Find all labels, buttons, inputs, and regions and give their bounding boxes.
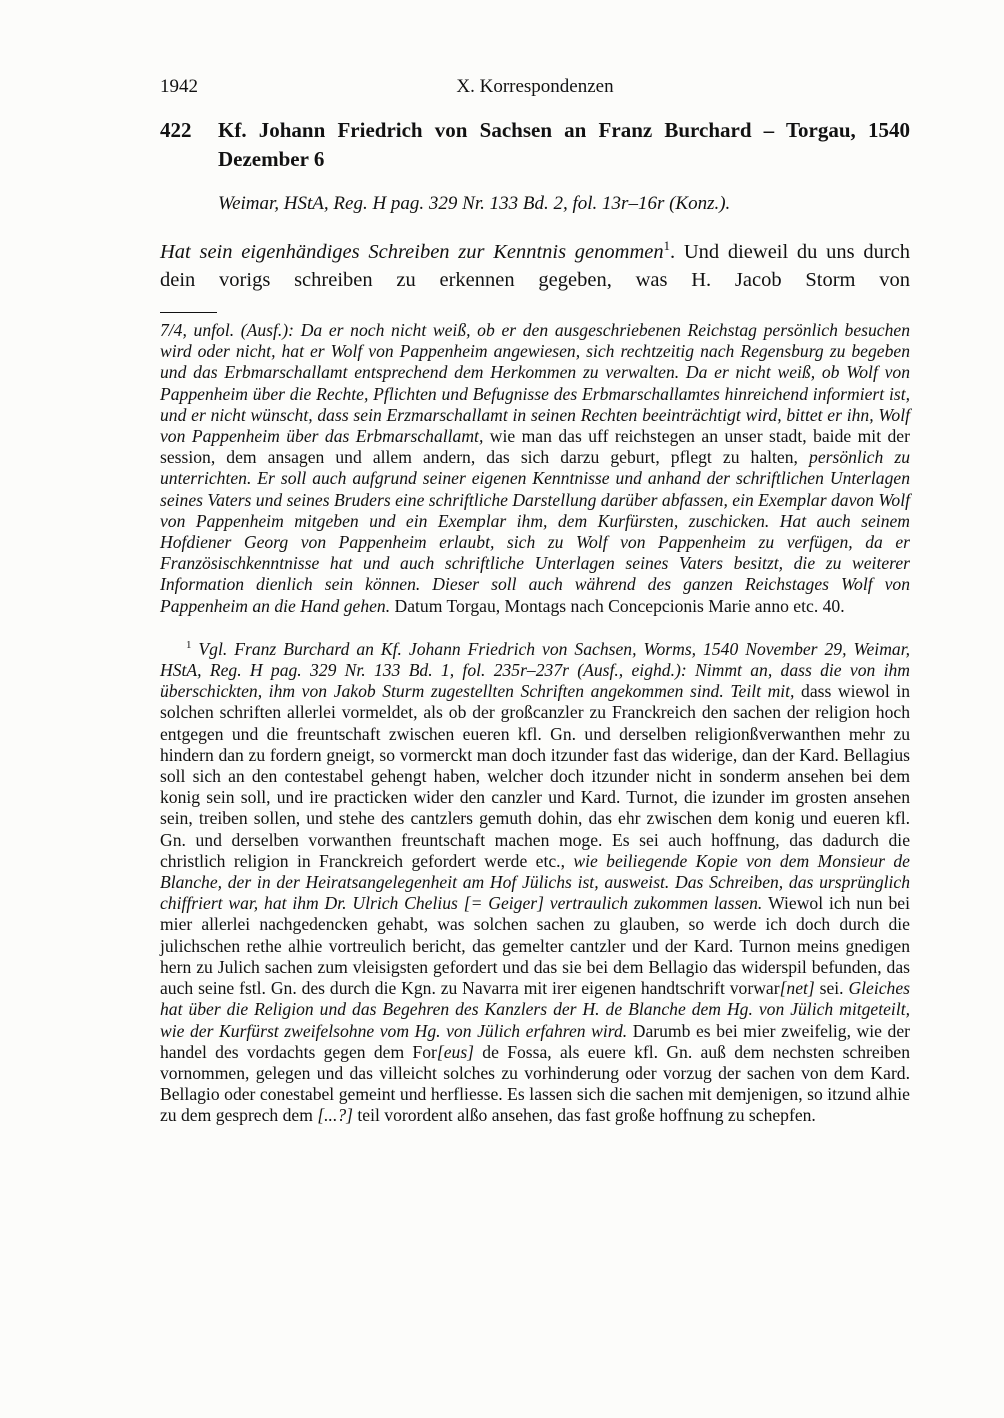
footnote-separator bbox=[160, 312, 217, 313]
footnotes-block bbox=[160, 320, 910, 1127]
letter-body: Hat sein eigenhändiges Schreiben zur Kenntnis genommen$^1$. Und dieweil du uns durch dein vorigs schreiben zu erkennen gegeben, was H. Jacob Storm von bbox=[160, 239, 910, 291]
source-citation: Weimar, HStA, Reg. H pag. 329 Nr. 133 Bd. 2, fol. 13r–16r (Konz.). bbox=[218, 193, 731, 214]
entry-title: Kf. Johann Friedrich von Sachsen an Franz Burchard – Torgau, 1540 Dezember 6 bbox=[218, 118, 910, 171]
running-head: X. Korrespondenzen bbox=[456, 76, 614, 97]
page-header bbox=[160, 76, 910, 102]
entry-heading bbox=[160, 116, 910, 174]
page-number: 1942 bbox=[160, 76, 198, 97]
entry-number: 422 bbox=[160, 118, 192, 142]
footnote-continuation: 7/4, unfol. (Ausf.): Da er noch nicht weiß, ob er den ausgeschriebenen Reichstag persönlich besuchen wird oder nicht, hat er Wolf von Pappenheim angewiesen, sich rechtzeitig nach Regensburg zu begeben und das Erbmarschallamt entsprechend dem Herkommen zu verwalten. Da er nicht weiß, ob Wolf von Pappenheim über die Rechte, Pflichten und Befugnisse des Erbmarschallamtes hinreichend informiert ist, und er nicht wünscht, dass sein Erzmarschallamt in seinen Rechten beeinträchtigt wird, bittet er ihn, Wolf von Pappenheim über das Erbmarschallamt, wie man das uff reichstegen an unser stadt, baide mit der session, dem ansagen und allem andern, das sich darzu geburt, pflegt zu halten, persönlich zu unterrichten. Er soll auch aufgrund seiner eigenen Kenntnisse und anhand der schriftlichen Unterlagen seines Vaters und seines Bruders eine schriftliche Darstellung darüber abfassen, ein Exemplar davon Wolf von Pappenheim mitgeben und ein Exemplar ihm, dem Kurfürsten, zuschicken. Hat auch seinem Hofdiener Georg von Pappenheim erlaubt, sich zu Wolf von Pappenheim zu verfügen, da er Französischkenntnisse hat und auch schriftliche Unterlagen seines Vaters besitzt, die zu weiterer Information dienlich sein können. Dieser soll auch während des ganzen Reichstages Wolf von Pappenheim an die Hand gehen. Datum Torgau, Montags nach Concepcionis Marie anno etc. 40. bbox=[160, 320, 910, 616]
footnote-1: $^1$ Vgl. Franz Burchard an Kf. Johann Friedrich von Sachsen, Worms, 1540 November 29, Weimar, HStA, Reg. H pag. 329 Nr. 133 Bd. 1, fol. 235r–237r (Ausf., eighd.): Nimmt an, dass die von ihm überschickten, ihm von Jakob Sturm zugestellten Schriften angekommen sind. Teilt mit, dass wiewol in solchen schriften allerlei vormeldet, als ob der großcanzler zu Franckreich den sachen der religion hoch entgegen und die freuntschaft zwischen eueren kfl. Gn. und derselben religionßverwanthen mehr zu hindern dan zu fordern gneigt, so vormerckt man doch itzunder fast das widerige, dan der Kard. Bellagius soll sich an den contestabel gehengt haben, welcher doch itzunder nicht in sonderm ansehen bei dem konig sein soll, und ire practicken wider den canzler und Kard. Turnot, die izunder im grosten ansehen sein, treiben sollen, und stehe des cantzlers gemuth dohin, das ehr zwischen dem konig und eueren kfl. Gn. und derselben vorwanthen freuntschaft machen moge. Es sei auch hoffnung, das dadurch die christlich religion in Franckreich gefordert werde etc., wie beiliegende Kopie von dem Monsieur de Blanche, der in der Heiratsangelegenheit am Hof Jülichs ist, ausweist. Das Schreiben, das ursprünglich chiffriert war, hat ihm Dr. Ulrich Chelius [= Geiger] vertraulich zukommen lassen. Wiewol ich nun bei mier allerlei nachgedencken gehabt, was solchen sachen zu glauben, so werde ich doch durch die julichschen rethe alhie vortreulich bericht, das gemelter cantzler und der Kard. Turnon meins gnedigen hern zu Julich sachen zum vleisigsten gefordert und das sie bei dem Bellagio das widerspil befunden, das auch seine fstl. Gn. des durch die Kgn. zu Navarra mit irer eigenen handtschrift vorwar[net] sei. Gleiches hat über die Religion und das Begehren des Kanzlers der H. de Blanche dem Hg. von Jülich mitgeteilt, wie der Kurfürst zweifelsohne vom Hg. von Jülich erfahren wird. Darumb es bei mier zweifelig, wie der handel des vordachts gegen dem For[eus] de Fossa, als euere kfl. Gn. auß dem nechsten schreiben vornommen, gelegen und das villeicht solches zu vorhinderung oder vorzug der sachen von dem Kard. Bellagio oder conestabel gemeint und herfliesse. Es lassen sich die sachen mit demjenigen, so itzund alhie zu dem gesprech dem [...?] teil vorordent alßo ansehen, das fast große hoffnung zu schepfen. bbox=[160, 638, 911, 1126]
